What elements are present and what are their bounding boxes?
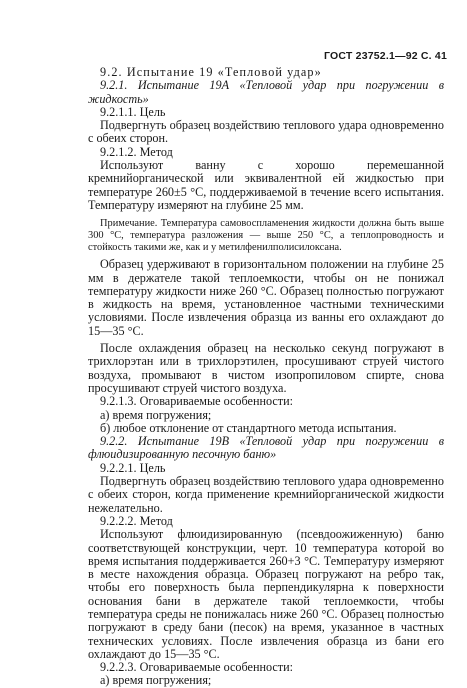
list-item: а) время погружения; [100,673,212,688]
document-body [88,66,444,688]
clause-heading: 9.2.1.1. Цель [100,104,166,119]
list-item: б) любое отклонение от стандартного метода испытания. [100,420,397,435]
note: Примечание. Температура самовоспламенения жидкости должна быть выше 300 °С, температура разложения — выше 250 °С, а теплопроводность и стойкость такими же, как и у метилфенилполисилоксана. [88,218,444,254]
paragraph: Подвергнуть образец воздействию теплового удара одновременно с обеих сторон. [88,118,444,146]
subsection-heading: 9.2.1. Испытание 19А «Тепловой удар при погружении в жидкость» [88,78,444,106]
page-header: ГОСТ 23752.1—92 С. 41 [324,50,447,62]
list-item: а) время погружения; [100,407,212,422]
clause-heading: 9.2.1.2. Метод [100,144,173,159]
clause-heading: 9.2.2.2. Метод [100,513,173,528]
clause-heading: 9.2.1.3. Оговариваемые особенности: [100,394,294,409]
clause-heading: 9.2.2.1. Цель [100,460,166,475]
paragraph: Используют флюидизированную (псевдоожиженную) баню соответствующей конструкции, черт. 10 температура которой во время испытания поддерживается 260+3 °С. Температуру измеряют в месте нахождения образца. Образец погружают на ребро так, чтобы его поверхность была перпендикулярна к поверхности основания бани в держателе такой теплоемкости, чтобы температура среды не понижалась ниже 260 °С. Образец полностью погружают в среду бани (песок) на время, указанное в частных технических условиях. После извлечения образца из бани его охлаждают до 15—35 °С. [88,527,444,661]
subsection-heading: 9.2.2. Испытание 19В «Тепловой удар при погружении в флюидизированную песочную баню» [88,434,444,462]
clause-heading: 9.2.2.3. Оговариваемые особенности: [100,660,294,675]
paragraph: Используют ванну с хорошо перемешанной кремнийорганической или эквивалентной ей жидкостью при температуре 260±5 °С, поддерживаемой в течение всего испытания. Температуру измеряют на глубине 25 мм. [88,158,444,212]
section-heading: 9.2. Испытание 19 «Тепловой удар» [100,65,322,79]
paragraph: Подвергнуть образец воздействию теплового удара одновременно с обеих сторон, когда применение кремнийорганической жидкости нежелательно. [88,474,444,515]
paragraph: Образец удерживают в горизонтальном положении на глубине 25 мм в держателе такой теплоемкости, чтобы он не понижал температуру жидкости ниже 260 °С. Образец полностью погружают в жидкость на время, установленное частными техническими условиями. После извлечения образца из ванны его охлаждают до 15—35 °С. [88,257,444,338]
paragraph: После охлаждения образец на несколько секунд погружают в трихлорэтан или в трихлорэтилен, просушивают струей чистого воздуха, промывают в чистом изопропиловом спирте, снова просушивают струей чистого воздуха. [88,341,444,395]
